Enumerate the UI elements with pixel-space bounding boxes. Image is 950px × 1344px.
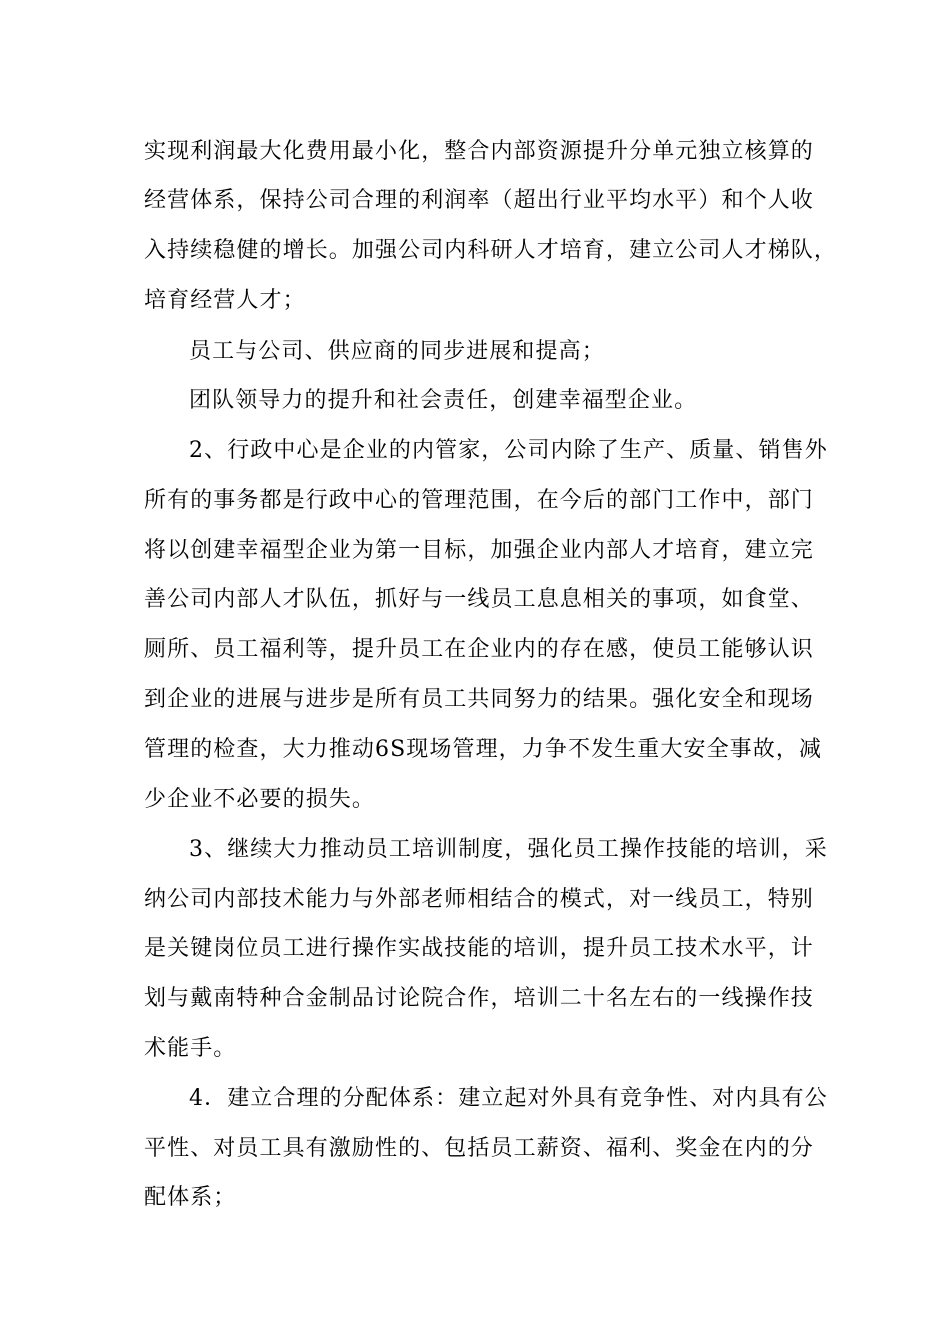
text-line: 将以创建幸福型企业为第一目标，加强企业内部人才培育，建立完 bbox=[144, 538, 814, 563]
text-line: 善公司内部人才队伍，抓好与一线员工息息相关的事项，如食堂、 bbox=[144, 587, 814, 612]
text-line: 是关键岗位员工进行操作实战技能的培训，提升员工技术水平，计 bbox=[144, 936, 814, 961]
text-line: 入持续稳健的增长。加强公司内科研人才培育，建立公司人才梯队， bbox=[144, 238, 838, 263]
text-line: 4．建立合理的分配体系：建立起对外具有竞争性、对内具有公 bbox=[189, 1086, 828, 1111]
text-line: 实现利润最大化费用最小化，整合内部资源提升分单元独立核算的 bbox=[144, 139, 814, 164]
text-line: 2、行政中心是企业的内管家，公司内除了生产、质量、销售外 bbox=[189, 438, 828, 463]
text-line: 术能手。 bbox=[144, 1036, 237, 1061]
text-line: 厕所、员工福利等，提升员工在企业内的存在感，使员工能够认识 bbox=[144, 637, 814, 662]
text-line: 团队领导力的提升和社会责任，创建幸福型企业。 bbox=[189, 388, 698, 413]
text-line: 培育经营人才； bbox=[144, 288, 306, 313]
text-line: 平性、对员工具有激励性的、包括员工薪资、福利、奖金在内的分 bbox=[144, 1136, 814, 1161]
text-line: 3、继续大力推动员工培训制度，强化员工操作技能的培训，采 bbox=[189, 837, 828, 862]
text-line: 纳公司内部技术能力与外部老师相结合的模式，对一线员工，特别 bbox=[144, 887, 814, 912]
text-line: 管理的检查，大力推动6S现场管理，力争不发生重大安全事故，减 bbox=[144, 737, 823, 762]
text-line: 所有的事务都是行政中心的管理范围，在今后的部门工作中，部门 bbox=[144, 488, 814, 513]
text-line: 经营体系，保持公司合理的利润率（超出行业平均水平）和个人收 bbox=[144, 188, 814, 213]
text-line: 少企业不必要的损失。 bbox=[144, 787, 376, 812]
text-line: 到企业的进展与进步是所有员工共同努力的结果。强化安全和现场 bbox=[144, 687, 814, 712]
text-line: 员工与公司、供应商的同步进展和提高； bbox=[189, 339, 605, 364]
text-line: 配体系； bbox=[144, 1185, 237, 1210]
text-line: 划与戴南特种合金制品讨论院合作，培训二十名左右的一线操作技 bbox=[144, 986, 814, 1011]
